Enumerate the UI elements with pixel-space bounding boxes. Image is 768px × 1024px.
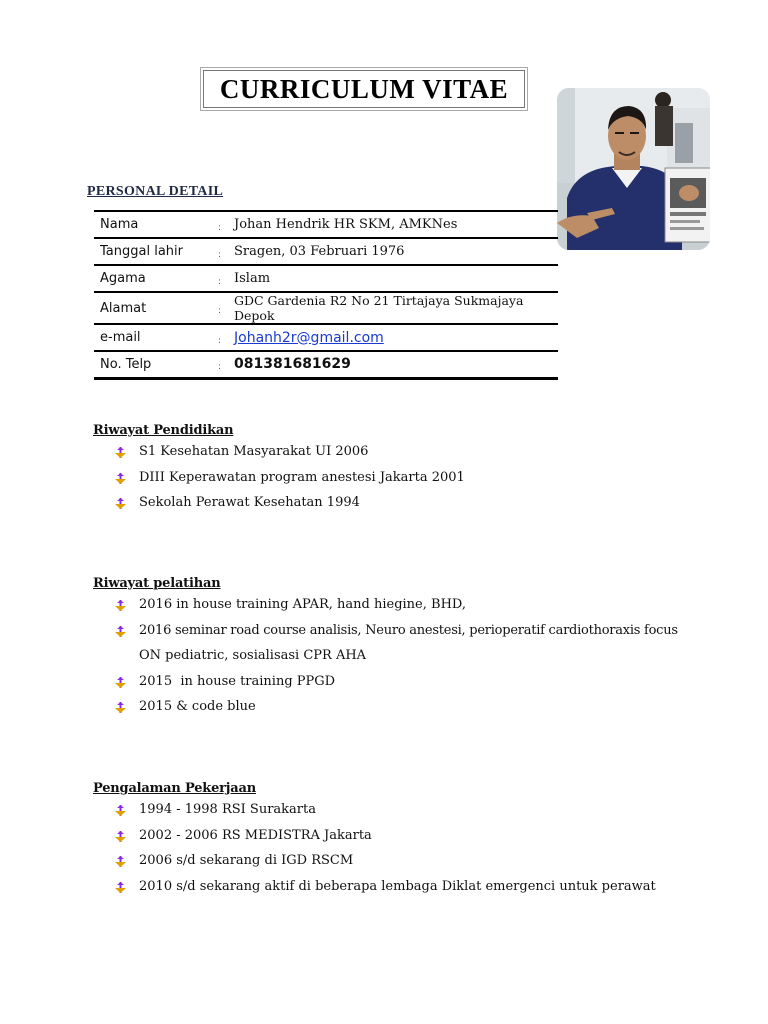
arrow-bullet-icon: [115, 805, 126, 816]
list-item: [93, 823, 656, 849]
list-item: [93, 490, 465, 516]
training-item-text: 2016 seminar road course analisis, Neuro anestesi, perioperatif cardiothoraxis focus: [139, 622, 678, 638]
arrow-bullet-icon: [115, 856, 126, 867]
detail-label: Agama: [94, 265, 218, 292]
detail-value-address: GDC Gardenia R2 No 21 Tirtajaya Sukmajaya Depok: [226, 292, 558, 324]
email-link[interactable]: Johanh2r@gmail.com: [234, 329, 384, 346]
detail-value-email: [226, 324, 558, 351]
training-item-text-continued: ON pediatric, sosialisasi CPR AHA: [139, 648, 367, 663]
training-section: [93, 576, 678, 720]
arrow-bullet-icon: [115, 498, 126, 509]
list-item: [93, 694, 678, 720]
personal-detail-table: [94, 210, 558, 380]
list-item: [93, 439, 465, 465]
work-heading: Pengalaman Pekerjaan: [93, 781, 257, 796]
detail-row-religion: [94, 265, 558, 292]
arrow-bullet-icon: [115, 626, 126, 637]
detail-label: No. Telp: [94, 351, 218, 378]
arrow-bullet-icon: [115, 473, 126, 484]
education-item-text: Sekolah Perawat Kesehatan 1994: [139, 495, 360, 510]
detail-colon: :: [218, 211, 226, 238]
detail-row-birthdate: [94, 238, 558, 265]
phone-number: 081381681629: [234, 356, 351, 373]
education-list: [93, 439, 465, 516]
detail-value-religion: Islam: [226, 265, 558, 292]
detail-row-name: [94, 211, 558, 238]
detail-label: Nama: [94, 211, 218, 238]
arrow-bullet-icon: [115, 882, 126, 893]
detail-value-phone: [226, 351, 558, 378]
education-item-text: DIII Keperawatan program anestesi Jakarta 2001: [139, 469, 465, 485]
list-item: [93, 618, 678, 669]
training-item-text: 2016 in house training APAR, hand hiegine, BHD,: [139, 597, 466, 612]
work-section: [93, 781, 656, 899]
profile-photo: [557, 88, 710, 250]
training-item-text: 2015 in house training PPGD: [139, 673, 336, 689]
detail-value-name: Johan Hendrik HR SKM, AMKNes: [226, 211, 558, 238]
detail-value-birthdate: Sragen, 03 Februari 1976: [226, 238, 558, 265]
education-item-text: S1 Kesehatan Masyarakat UI 2006: [139, 444, 369, 459]
arrow-bullet-icon: [115, 600, 126, 611]
personal-detail-heading: PERSONAL DETAIL: [87, 184, 224, 199]
detail-label: e-mail: [94, 324, 218, 351]
list-item: [93, 848, 656, 874]
education-section: [93, 423, 465, 516]
cv-title: CURRICULUM VITAE: [219, 73, 509, 104]
work-item-text: 2010 s/d sekarang aktif di beberapa lembaga Diklat emergenci untuk perawat: [139, 878, 656, 894]
list-item: [93, 592, 678, 618]
detail-label: Tanggal lahir: [94, 238, 218, 265]
detail-colon: :: [218, 265, 226, 292]
education-heading: Riwayat Pendidikan: [93, 423, 234, 438]
work-item-text: 2006 s/d sekarang di IGD RSCM: [139, 853, 354, 868]
detail-label: Alamat: [94, 292, 218, 324]
work-item-text: 1994 - 1998 RSI Surakarta: [139, 802, 316, 817]
profile-photo-image: [557, 88, 710, 250]
list-item: [93, 669, 678, 695]
detail-colon: :: [218, 292, 226, 324]
detail-row-phone: [94, 351, 558, 378]
list-item: [93, 797, 656, 823]
detail-row-address: [94, 292, 558, 324]
detail-colon: :: [218, 351, 226, 378]
detail-colon: :: [218, 324, 226, 351]
detail-row-email: [94, 324, 558, 351]
training-list: [93, 592, 678, 720]
arrow-bullet-icon: [115, 831, 126, 842]
work-item-text: 2002 - 2006 RS MEDISTRA Jakarta: [139, 827, 372, 843]
list-item: [93, 874, 656, 900]
list-item: [93, 465, 465, 491]
arrow-bullet-icon: [115, 702, 126, 713]
arrow-bullet-icon: [115, 677, 126, 688]
work-list: [93, 797, 656, 899]
arrow-bullet-icon: [115, 447, 126, 458]
training-item-text: 2015 & code blue: [139, 699, 256, 714]
detail-colon: :: [218, 238, 226, 265]
training-heading: Riwayat pelatihan: [93, 576, 221, 591]
cv-title-box: [203, 70, 525, 108]
